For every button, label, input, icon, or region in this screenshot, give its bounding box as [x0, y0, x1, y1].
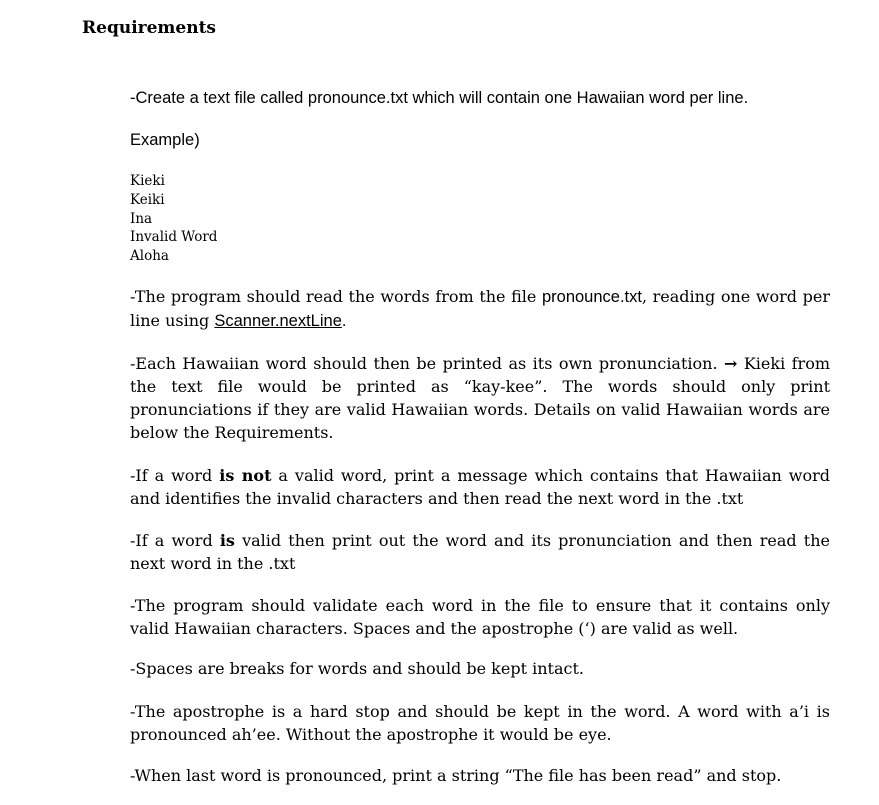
- read-words-end: .: [341, 312, 347, 330]
- apostrophe-paragraph: -The apostrophe is a hard stop and should be kept in the word. A word with a’i is pronounced ah’ee. Without the apostrophe it would be eye.: [130, 702, 830, 744]
- pronunciation-text-1: -Each Hawaiian word should then be printed as its own pronunciation.: [130, 354, 724, 373]
- example-word-list: [130, 172, 217, 266]
- example-label: Example): [130, 131, 200, 149]
- example-word: Invalid Word: [130, 229, 218, 246]
- section-heading: Requirements: [82, 18, 217, 38]
- scanner-nextline-link[interactable]: Scanner.nextLine: [214, 312, 342, 330]
- read-words-prefix: -The program should read the words from the file: [130, 287, 542, 306]
- invalid-word-post: a valid word, print a message which contains that Hawaiian word and identifies the invalid characters and then read the next word in the .txt: [130, 466, 830, 508]
- arrow-icon: →: [723, 354, 738, 373]
- read-words-paragraph: [130, 285, 830, 333]
- pronunciation-text-2: Kieki from the text file would be printed as “kay-kee”. The words should only print pronunciations if they are valid Hawaiian words. Details on valid Hawaiian words are below the Requirements.: [130, 354, 830, 442]
- example-word: Keiki: [130, 191, 165, 208]
- file-name-text: pronounce.txt: [541, 288, 642, 306]
- valid-word-paragraph: [130, 529, 830, 575]
- invalid-word-pre: -If a word: [130, 466, 220, 485]
- valid-word-post: valid then print out the word and its pronunciation and then read the next word in the .txt: [130, 531, 830, 573]
- last-word-paragraph: -When last word is pronounced, print a string “The file has been read” and stop.: [130, 766, 782, 785]
- example-word: Kieki: [130, 173, 165, 189]
- read-words-mid: , reading one word per line using: [130, 287, 830, 330]
- invalid-word-paragraph: [130, 464, 830, 510]
- example-word: Aloha: [130, 248, 169, 265]
- create-file-paragraph: -Create a text file called pronounce.txt which will contain one Hawaiian word per line.: [130, 89, 749, 107]
- example-word: Ina: [130, 210, 153, 227]
- pronunciation-paragraph: [130, 352, 830, 444]
- spaces-paragraph: -Spaces are breaks for words and should be kept intact.: [130, 659, 584, 678]
- valid-word-bold: is: [219, 531, 235, 550]
- validate-paragraph: -The program should validate each word in the file to ensure that it contains only valid Hawaiian characters. Spaces and the apostrophe (‘) are valid as well.: [130, 596, 830, 638]
- valid-word-pre: -If a word: [130, 531, 220, 550]
- invalid-word-bold: is not: [219, 466, 272, 485]
